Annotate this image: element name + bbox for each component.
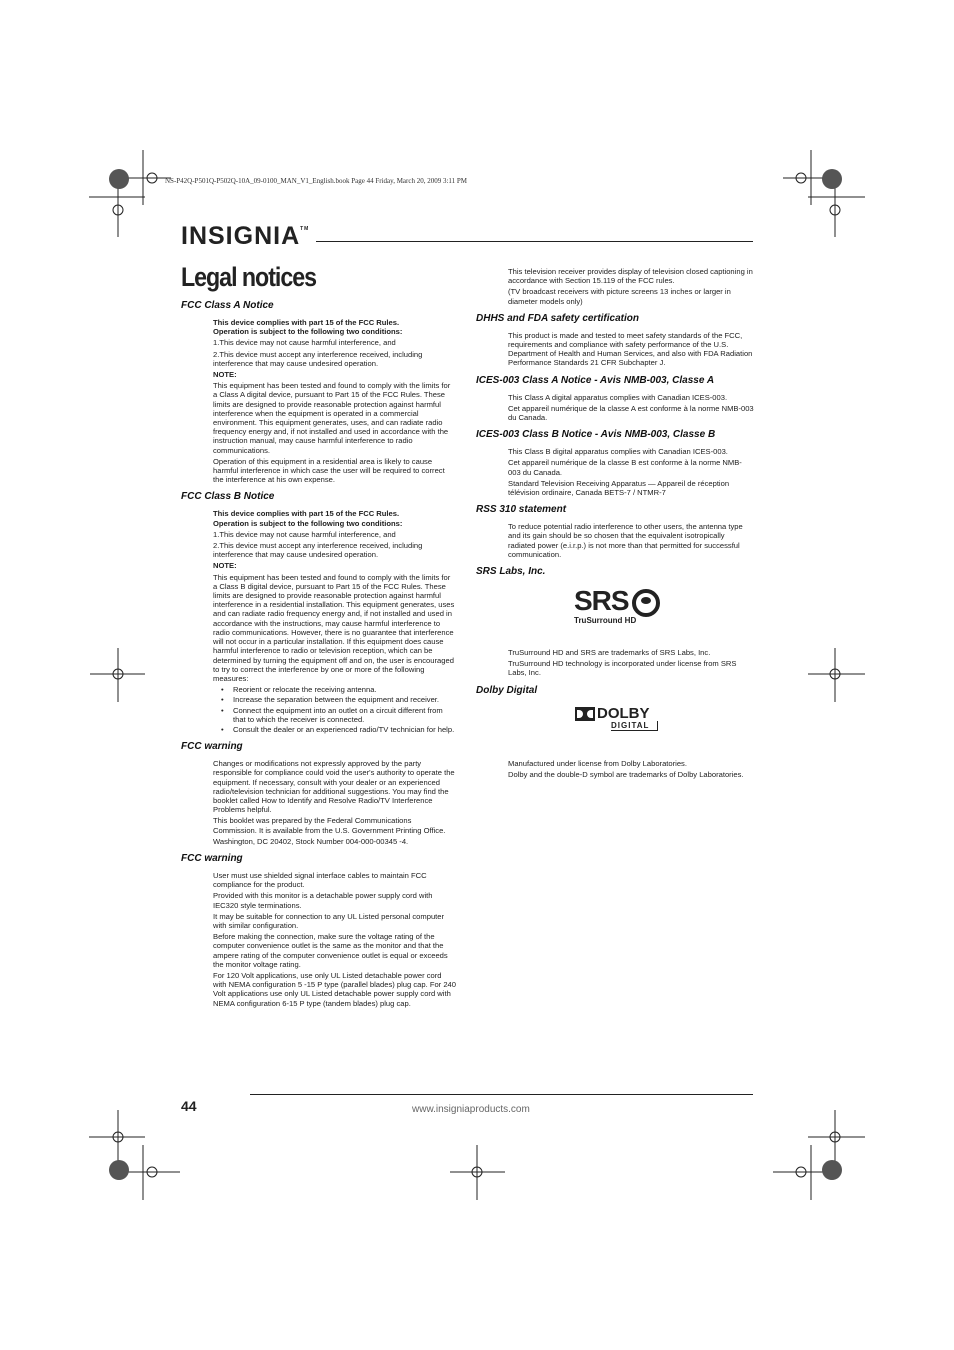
fcc-class-b-section — [181, 491, 456, 734]
srs-logo-text: SRS — [574, 585, 629, 617]
paragraph: User must use shielded signal interface cables to maintain FCC compliance for the product. — [213, 870, 427, 890]
list-item: • Connect the equipment into an outlet on a circuit different from that to which the receiver is connected. — [233, 706, 456, 724]
paragraph: Before making the connection, make sure the voltage rating of the computer convenience outlet is the same as the monitor and that the ampere rating of the computer convenience outlet is equal or exceeds the monitor voltage rating. — [213, 932, 448, 969]
note-label: NOTE: — [213, 370, 237, 380]
ices-a-section — [476, 375, 754, 423]
rss-section — [476, 504, 754, 559]
paragraph: Standard Television Receiving Apparatus — Appareil de réception télévision ordinaire, Canada BETS-7 / NTMR-7 — [508, 478, 730, 498]
section-heading: SRS Labs, Inc. — [476, 566, 546, 578]
list-item: • Increase the separation between the equipment and receiver. — [233, 695, 456, 704]
condition-1: 1.This device may not cause harmful interference, and — [213, 338, 396, 348]
paragraph: Changes or modifications not expressly approved by the party responsible for compliance could void the user's authority to operate the equipment. If necessary, consult with your dealer or an experienced radio/television technician for additional suggestions. You may find the booklet called How to Identify and Resolve Radio/TV Interference Problems helpful. — [213, 759, 455, 815]
paragraph: This product is made and tested to meet safety standards of the FCC, requirements and compliance with safety performance of the U.S. Department of Health and Human Services, and also with FDA Radiation Performance Standards 21 CFR Subchapter J. — [508, 330, 753, 368]
section-heading: FCC Class A Notice — [181, 300, 274, 311]
captioning-section — [476, 267, 754, 306]
paragraph: Manufactured under license from Dolby Laboratories. — [508, 758, 687, 768]
condition-2: 2.This device must accept any interference received, including interference that may cause undesired operation. — [213, 349, 423, 368]
srs-logo — [574, 585, 754, 644]
dolby-logo — [575, 704, 754, 731]
section-heading: Dolby Digital — [476, 684, 538, 696]
paragraph: It may be suitable for connection to any UL Listed personal computer with similar configuration. — [213, 911, 445, 930]
page-number: 44 — [181, 1098, 197, 1114]
footer-rule — [250, 1094, 753, 1095]
paragraph: This equipment has been tested and found to comply with the limits for a Class A digital device, pursuant to Part 15 of the FCC Rules. These limits are designed to provide reasonable protection against harmful interference when the equipment is operated in a commercial environment. This equipment generates, uses, and can radiate radio frequency energy and, if not installed and used in accordance with the instruction manual, may cause harmful interference to radio communications. — [213, 381, 451, 455]
paragraph: Provided with this monitor is a detachable power supply cord with IEC320 style terminations. — [213, 891, 433, 910]
note-label: NOTE: — [213, 561, 237, 571]
dolby-logo-sub: DIGITAL — [611, 721, 658, 731]
print-slug: NS-P42Q-P501Q-P502Q-10A_09-0100_MAN_V1_English.book Page 44 Friday, March 20, 2009 3:11 PM — [165, 177, 468, 185]
paragraph: Washington, DC 20402, Stock Number 004-000-00345 -4. — [213, 836, 409, 846]
footer-url: www.insigniaproducts.com — [412, 1104, 530, 1115]
paragraph: This television receiver provides display of television closed captioning in accordance with Section 15.119 of the FCC rules. — [508, 267, 753, 286]
paragraph: TruSurround HD technology is incorporated under license from SRS Labs, Inc. — [508, 659, 737, 678]
list-item: • Reorient or relocate the receiving antenna. — [233, 685, 456, 694]
dolby-logo-text: DOLBY — [597, 704, 650, 722]
paragraph: This Class A digital apparatus complies with Canadian ICES-003. — [508, 392, 728, 402]
left-column — [181, 300, 456, 1015]
measures-list — [213, 685, 456, 734]
list-item: • Consult the dealer or an experienced radio/TV technician for help. — [233, 725, 456, 734]
paragraph: Cet appareil numérique de la classe A est conforme à la norme NMB-003 du Canada. — [508, 403, 754, 423]
fcc-class-a-section — [181, 300, 456, 484]
paragraph: Cet appareil numérique de la classe B est conforme à la norme NMB-003 du Canada. — [508, 458, 742, 477]
paragraph: Operation of this equipment in a residential area is likely to cause harmful interference in which case the user will be required to correct the interference at his own expense. — [213, 456, 445, 485]
conditions-line: Operation is subject to the following two conditions: — [213, 327, 403, 337]
condition-2: 2.This device must accept any interference received, including interference that may cause undesired operation. — [213, 541, 423, 560]
page-title: Legal notices — [181, 262, 316, 292]
brand-name: INSIGNIA — [181, 222, 301, 250]
srs-section — [476, 566, 754, 678]
right-column — [476, 267, 754, 786]
brand-tm: TM — [300, 226, 310, 232]
paragraph: For 120 Volt applications, use only UL Listed detachable power cord with NEMA configuration 5 -15 P type (parallel blades) plug cap. For 240 Volt applications use only UL Listed detachable power supply cord with NEMA configuration 6-15 P type (tandem blades) plug cap. — [213, 970, 456, 1008]
paragraph: To reduce potential radio interference to other users, the antenna type and its gain should be so chosen that the equivalent isotropically radiated power (e.i.r.p.) is not more than that permitted for successful communication. — [508, 522, 743, 559]
section-heading: RSS 310 statement — [476, 504, 567, 516]
double-d-icon — [575, 707, 595, 721]
srs-logo-sub: TruSurround HD — [574, 616, 637, 626]
paragraph: TruSurround HD and SRS are trademarks of SRS Labs, Inc. — [508, 648, 711, 658]
paragraph: (TV broadcast receivers with picture screens 13 inches or larger in diameter models only) — [508, 287, 731, 306]
conditions-line: Operation is subject to the following two conditions: — [213, 518, 403, 528]
section-heading: FCC warning — [181, 852, 243, 864]
header-rule — [316, 241, 753, 242]
fcc-warning-section-2 — [181, 853, 456, 1008]
section-heading: FCC warning — [181, 741, 243, 753]
paragraph: This Class B digital apparatus complies with Canadian ICES-003. — [508, 447, 728, 457]
paragraph: This booklet was prepared by the Federal Communications Commission. It is available from the U.S. Government Printing Office. — [213, 816, 446, 835]
dolby-section — [476, 685, 754, 780]
compliance-line: This device complies with part 15 of the FCC Rules. — [213, 509, 400, 519]
fcc-warning-section-1 — [181, 741, 456, 846]
compliance-line: This device complies with part 15 of the FCC Rules. — [213, 318, 400, 327]
paragraph: Dolby and the double-D symbol are trademarks of Dolby Laboratories. — [508, 770, 744, 780]
section-heading: DHHS and FDA safety certification — [476, 312, 639, 324]
dhhs-section — [476, 313, 754, 368]
section-heading: FCC Class B Notice — [181, 491, 275, 503]
ices-b-section — [476, 429, 754, 497]
insignia-logo — [181, 222, 309, 251]
srs-circle-icon — [632, 589, 660, 617]
paragraph: This equipment has been tested and found to comply with the limits for a Class B digital device, pursuant to Part 15 of the FCC Rules. These limits are designed to provide reasonable protection against harmful interference in a residential installation. This equipment generates, uses and can radiate radio frequency energy and, if not installed and used in accordance with the instructions, may cause harmful interference to radio communications. However, there is no guarantee that interference will not occur in a particular installation. If this equipment does cause harmful interference to radio or television reception, which can be determined by turning the equipment off and on, the user is encouraged to try to correct the interference by one or more of the following measures: — [213, 572, 455, 683]
section-heading: ICES-003 Class A Notice - Avis NMB-003, Classe A — [476, 374, 715, 386]
condition-1: 1.This device may not cause harmful interference, and — [213, 529, 396, 539]
section-heading: ICES-003 Class B Notice - Avis NMB-003, Classe B — [476, 429, 716, 441]
